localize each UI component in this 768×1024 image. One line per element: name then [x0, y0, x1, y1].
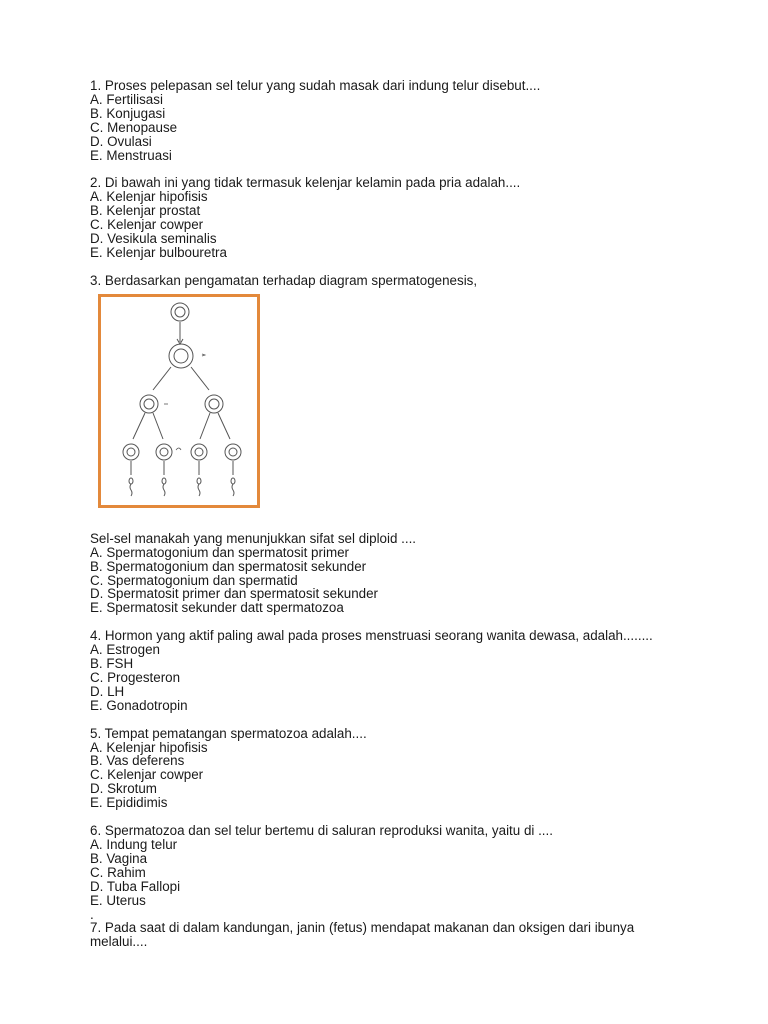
arrow-line — [200, 413, 210, 439]
question-text: 1. Proses pelepasan sel telur yang sudah masak dari indung telur disebut.... — [90, 78, 541, 93]
question-text: 5. Tempat pematangan spermatozoa adalah.... — [90, 725, 367, 741]
option-a: A. Kelenjar hipofisis — [90, 189, 208, 205]
option-a: A. Fertilisasi — [90, 91, 163, 107]
spermatozoon — [231, 478, 235, 496]
quiz-document — [90, 79, 730, 949]
arrow-line — [218, 413, 230, 439]
question-text: 2. Di bawah ini yang tidak termasuk kelenjar kelamin pada pria adalah.... — [90, 175, 521, 191]
option-a: A. Kelenjar hipofisis — [90, 739, 208, 755]
option-e: E. Kelenjar bulbouretra — [90, 244, 227, 260]
option-c: C. Kelenjar cowper — [90, 217, 204, 233]
option-a: A. Indung telur — [90, 837, 178, 852]
option-d: D. LH — [90, 683, 125, 699]
option-d: D. Skrotum — [90, 781, 157, 797]
option-e: E. Spermatosit sekunder datt spermatozoa — [90, 600, 344, 616]
option-e: E. Uterus — [90, 892, 146, 908]
spermatogonium-cell — [171, 303, 189, 321]
arrow-line — [133, 413, 145, 439]
option-a: A. Estrogen — [90, 642, 160, 658]
secondary-spermatocyte-cell — [205, 395, 223, 413]
question-3 — [90, 274, 730, 615]
spermatid-cell — [225, 444, 241, 460]
option-e: E. Menstruasi — [90, 147, 172, 163]
spermatozoon — [197, 478, 201, 496]
question-followup-text: Sel-sel manakah yang menunjukkan sifat sel diploid .... — [90, 530, 417, 546]
option-b: B. Vagina — [90, 850, 148, 866]
question-2 — [90, 176, 730, 259]
option-d: D. Vesikula seminalis — [90, 231, 217, 247]
arrow-line — [153, 367, 171, 390]
option-c: C. Rahim — [90, 864, 146, 880]
option-b: B. FSH — [90, 656, 134, 672]
question-text: 4. Hormon yang aktif paling awal pada proses menstruasi seorang wanita dewasa, adalah........ — [90, 628, 653, 644]
question-6 — [90, 824, 730, 907]
arrow-line — [191, 367, 209, 390]
option-d: D. Ovulasi — [90, 133, 152, 149]
option-c: C. Spermatogonium dan spermatid — [90, 572, 298, 588]
option-c: C. Kelenjar cowper — [90, 767, 204, 783]
spermatogenesis-diagram — [98, 294, 260, 508]
primary-spermatocyte-cell — [169, 344, 193, 368]
arrow-line — [153, 413, 163, 439]
question-4 — [90, 629, 730, 712]
question-7 — [90, 908, 730, 950]
question-5 — [90, 727, 730, 810]
option-b: B. Konjugasi — [90, 105, 166, 121]
question-text: 3. Berdasarkan pengamatan terhadap diagram spermatogenesis, — [90, 272, 478, 288]
secondary-spermatocyte-cell — [140, 395, 158, 413]
option-b: B. Spermatogonium dan spermatosit sekunder — [90, 558, 367, 574]
separator-dot: . — [90, 906, 94, 922]
spermatozoon — [162, 478, 166, 496]
option-b: B. Vas deferens — [90, 753, 185, 769]
option-d: D. Spermatosit primer dan spermatosit sekunder — [90, 586, 379, 602]
question-1 — [90, 79, 730, 162]
option-a: A. Spermatogonium dan spermatosit primer — [90, 544, 349, 560]
option-d: D. Tuba Fallopi — [90, 878, 181, 894]
spermatid-cell — [191, 444, 207, 460]
option-c: C. Menopause — [90, 119, 178, 135]
spermatid-cell — [123, 444, 139, 460]
spermatozoon — [129, 478, 133, 496]
spermatogenesis-drawing — [101, 297, 257, 505]
spermatid-cell — [156, 444, 172, 460]
question-text-continued: melalui.... — [90, 934, 148, 950]
question-text: 6. Spermatozoa dan sel telur bertemu di saluran reproduksi wanita, yaitu di .... — [90, 823, 553, 839]
question-text: 7. Pada saat di dalam kandungan, janin (fetus) mendapat makanan dan oksigen dari ibunya — [90, 920, 635, 936]
option-e: E. Gonadotropin — [90, 697, 188, 713]
option-c: C. Progesteron — [90, 669, 181, 685]
option-b: B. Kelenjar prostat — [90, 203, 201, 219]
option-e: E. Epididimis — [90, 795, 168, 811]
